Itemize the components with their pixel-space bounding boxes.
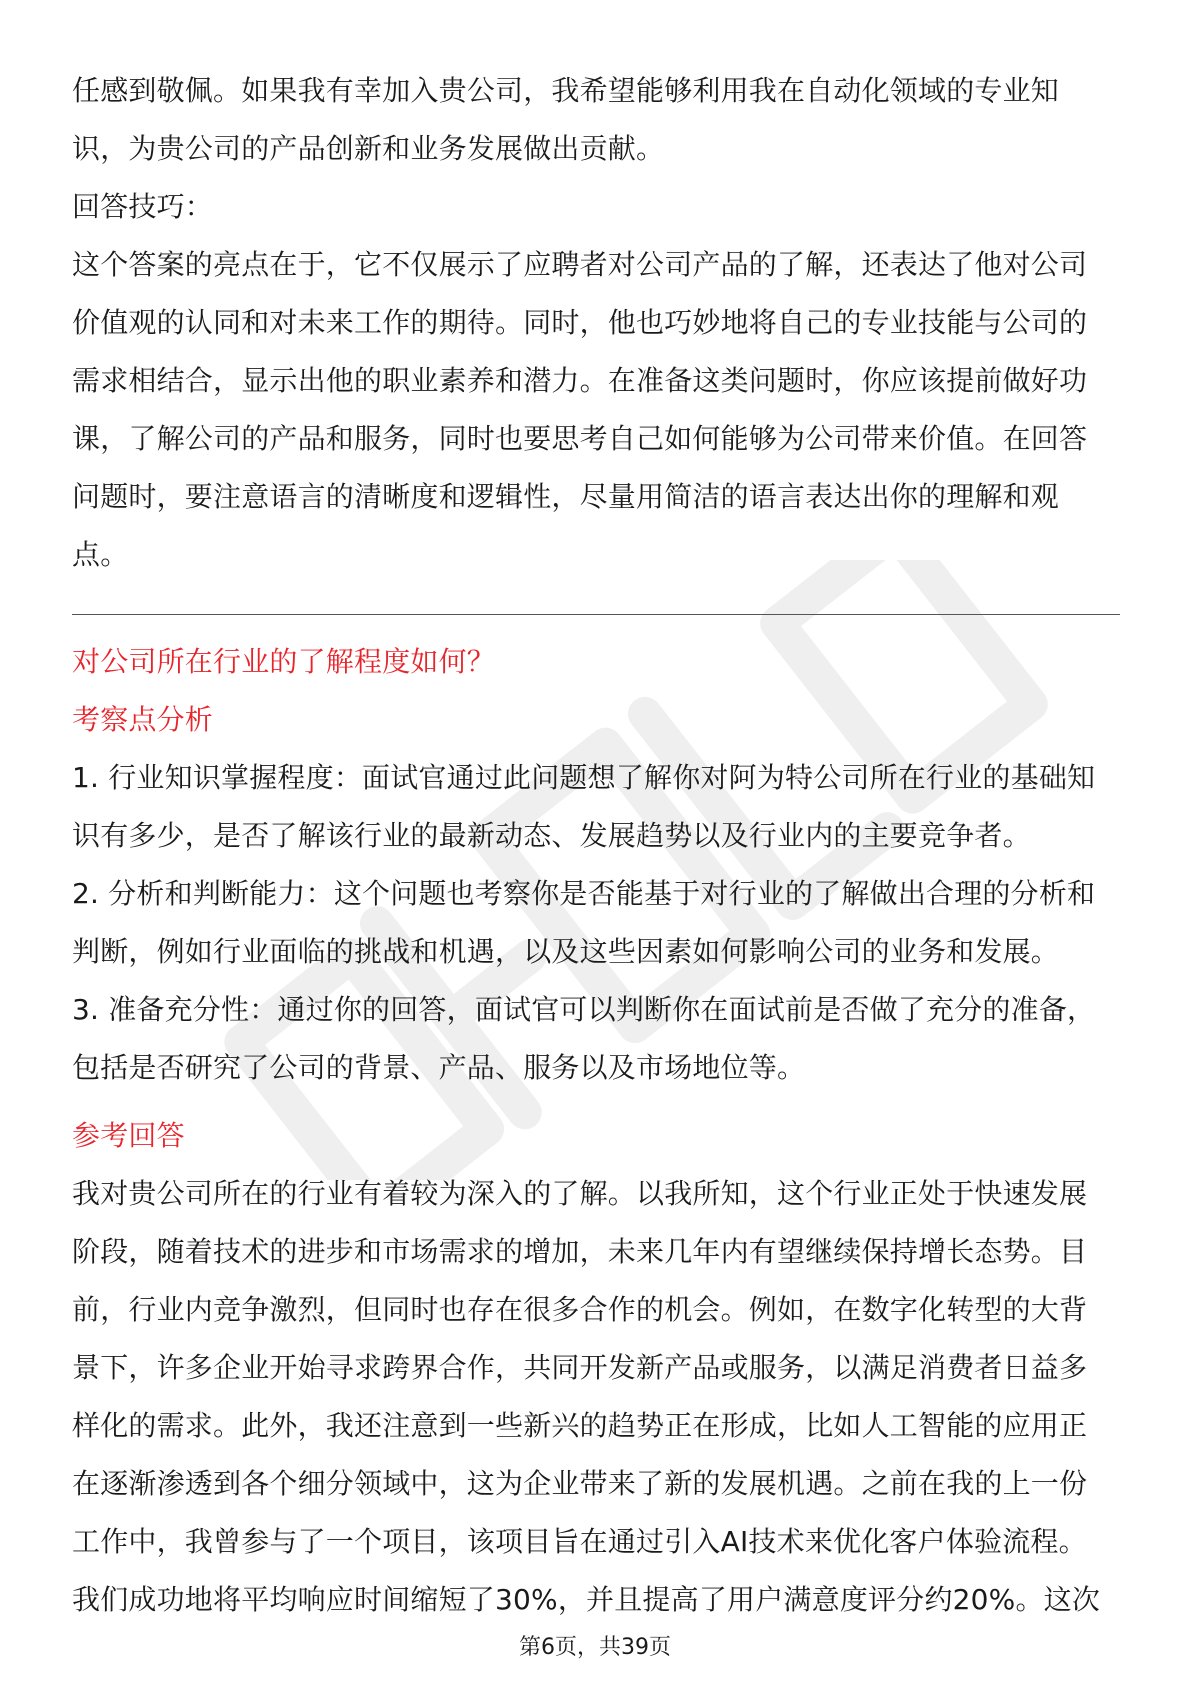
list-item: 包括是否研究了公司的背景、产品、服务以及市场地位等。 (72, 1051, 806, 1084)
text-line: 价值观的认同和对未来工作的期待。同时，他也巧妙地将自己的专业技能与公司的 (72, 306, 1088, 339)
text-line: 任感到敬佩。如果我有幸加入贵公司，我希望能够利用我在自动化领域的专业知 (72, 74, 1060, 107)
text-line: 样化的需求。此外，我还注意到一些新兴的趋势正在形成，比如人工智能的应用正 (72, 1409, 1088, 1442)
text-line: 点。 (72, 538, 129, 571)
tips-paragraph (72, 236, 1120, 584)
analysis-list (72, 749, 1120, 1097)
text-line: 问题时，要注意语言的清晰度和逻辑性，尽量用简洁的语言表达出你的理解和观 (72, 480, 1060, 513)
text-line: 需求相结合，显示出他的职业素养和潜力。在准备这类问题时，你应该提前做好功 (72, 364, 1088, 397)
text-line: 在逐渐渗透到各个细分领域中，这为企业带来了新的发展机遇。之前在我的上一份 (72, 1467, 1088, 1500)
text-line: 这个答案的亮点在于，它不仅展示了应聘者对公司产品的了解，还表达了他对公司 (72, 248, 1088, 281)
page-number: 第6页，共39页 (519, 1635, 671, 1660)
list-item: 3. 准备充分性：通过你的回答，面试官可以判断你在面试前是否做了充分的准备， (72, 993, 1096, 1026)
answer-heading: 参考回答 (72, 1119, 185, 1152)
document-page (72, 62, 1120, 1629)
text-line: 阶段，随着技术的进步和市场需求的增加，未来几年内有望继续保持增长态势。目 (72, 1235, 1088, 1268)
list-item: 识有多少，是否了解该行业的最新动态、发展趋势以及行业内的主要竞争者。 (72, 819, 1031, 852)
intro-paragraph (72, 62, 1120, 178)
text-line: 我对贵公司所在的行业有着较为深入的了解。以我所知，这个行业正处于快速发展 (72, 1177, 1088, 1210)
list-item: 判断，例如行业面临的挑战和机遇，以及这些因素如何影响公司的业务和发展。 (72, 935, 1060, 968)
text-line: 工作中，我曾参与了一个项目，该项目旨在通过引入AI技术来优化客户体验流程。 (72, 1525, 1087, 1558)
answer-paragraph (72, 1165, 1120, 1629)
text-line: 景下，许多企业开始寻求跨界合作，共同开发新产品或服务，以满足消费者日益多 (72, 1351, 1088, 1384)
list-item: 2. 分析和判断能力：这个问题也考察你是否能基于对行业的了解做出合理的分析和 (72, 877, 1096, 910)
section-divider (72, 614, 1120, 615)
analysis-heading: 考察点分析 (72, 703, 214, 736)
text-line: 前，行业内竞争激烈，但同时也存在很多合作的机会。例如，在数字化转型的大背 (72, 1293, 1088, 1326)
text-line: 识，为贵公司的产品创新和业务发展做出贡献。 (72, 132, 665, 165)
tips-heading: 回答技巧： (72, 190, 214, 223)
text-line: 我们成功地将平均响应时间缩短了30%，并且提高了用户满意度评分约20%。这次 (72, 1583, 1101, 1616)
question-title: 对公司所在行业的了解程度如何？ (72, 645, 496, 678)
list-item: 1. 行业知识掌握程度：面试官通过此问题想了解你对阿为特公司所在行业的基础知 (72, 761, 1096, 794)
text-line: 课，了解公司的产品和服务，同时也要思考自己如何能够为公司带来价值。在回答 (72, 422, 1088, 455)
